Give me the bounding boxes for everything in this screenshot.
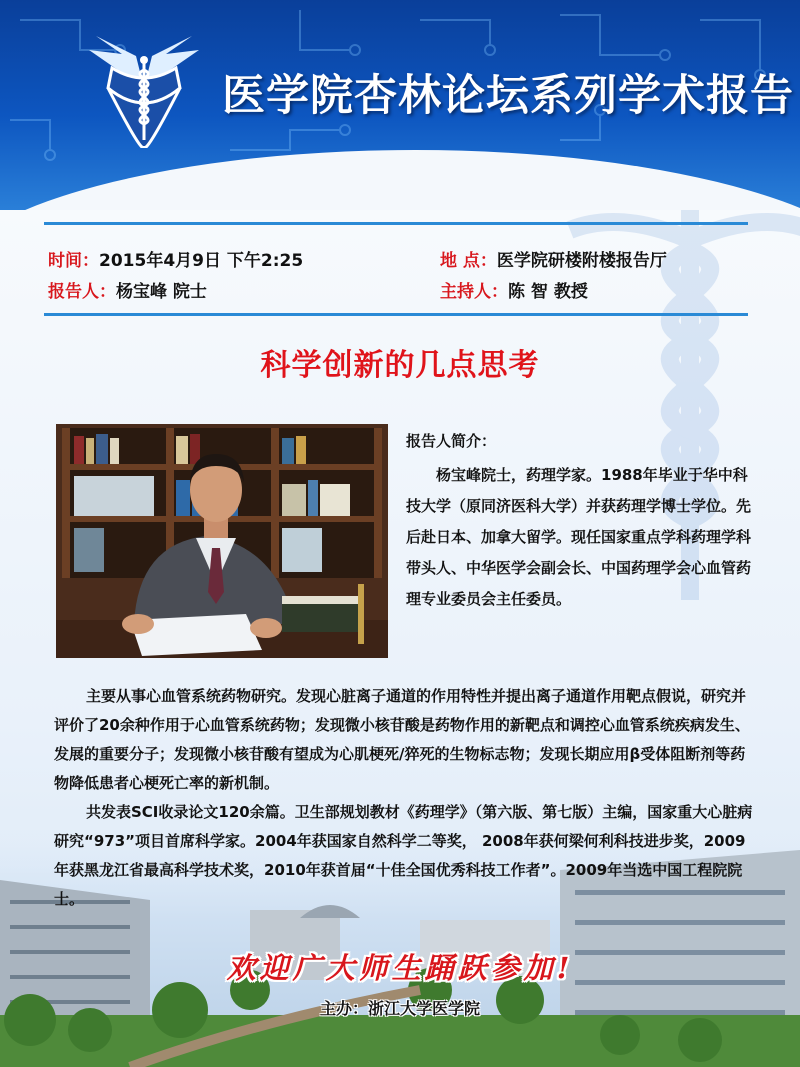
time-info bbox=[48, 246, 303, 271]
host-info bbox=[440, 277, 588, 302]
time-label: 时间： bbox=[48, 251, 99, 271]
place-label: 地 点： bbox=[440, 251, 497, 271]
main-paragraph-1: 主要从事心血管系统药物研究。发现心脏离子通道的作用特性并提出离子通道作用靶点假说，研究并评价了20余种作用于心血管系统药物；发现微小核苷酸是药物作用的新靶点和调控心血管系统疾病发生、发展的重要分子；发现微小核苷酸有望成为心肌梗死/猝死的生物标志物；发现长期应用β受体阻断剂等药物降低患者心梗死亡率的新机制。 bbox=[54, 687, 750, 792]
caduceus-logo-icon bbox=[84, 28, 204, 148]
divider-bottom bbox=[44, 313, 748, 316]
talk-title: 科学创新的几点思考 bbox=[260, 348, 540, 383]
bio-text: 杨宝峰院士，药理学家。1988年毕业于华中科技大学（原同济医科大学）并获药理学博士学位。先后赴日本、加拿大留学。现任国家重点学科药理学科带头人、中华医学会副会长、中国药理学会心血管药理专业委员会主任委员。 bbox=[406, 466, 752, 608]
host-value: 陈 智 教授 bbox=[508, 282, 588, 302]
speaker-photo bbox=[56, 424, 388, 658]
header-banner bbox=[0, 0, 800, 210]
reporter-value: 杨宝峰 院士 bbox=[116, 282, 207, 302]
welcome-slogan: 欢迎广大师生踊跃参加! bbox=[226, 951, 574, 985]
main-text bbox=[54, 682, 756, 914]
divider-top bbox=[44, 222, 748, 225]
organizer-text: 主办：浙江大学医学院 bbox=[319, 999, 480, 1018]
main-paragraph-2: 共发表SCI收录论文120余篇。卫生部规划教材《药理学》（第六版、第七版）主编，国家重大心脏病研究“973”项目首席科学家。2004年获国家自然科学二等奖， 2008年获何梁何利科技进步奖，2009年获黑龙江省最高科学技术奖，2010年获首届“十佳全国优秀科技工作者”。2009年当选中国工程院院士。 bbox=[54, 803, 753, 908]
reporter-label: 报告人： bbox=[48, 282, 116, 302]
place-info bbox=[440, 246, 667, 271]
bio-heading: 报告人简介： bbox=[406, 432, 497, 450]
place-value: 医学院研楼附楼报告厅 bbox=[496, 251, 667, 271]
reporter-info bbox=[48, 277, 207, 302]
main-title: 医学院杏林论坛系列学术报告 bbox=[222, 71, 794, 121]
time-value: 2015年4月9日 下午2:25 bbox=[99, 251, 304, 271]
host-label: 主持人： bbox=[440, 282, 508, 302]
